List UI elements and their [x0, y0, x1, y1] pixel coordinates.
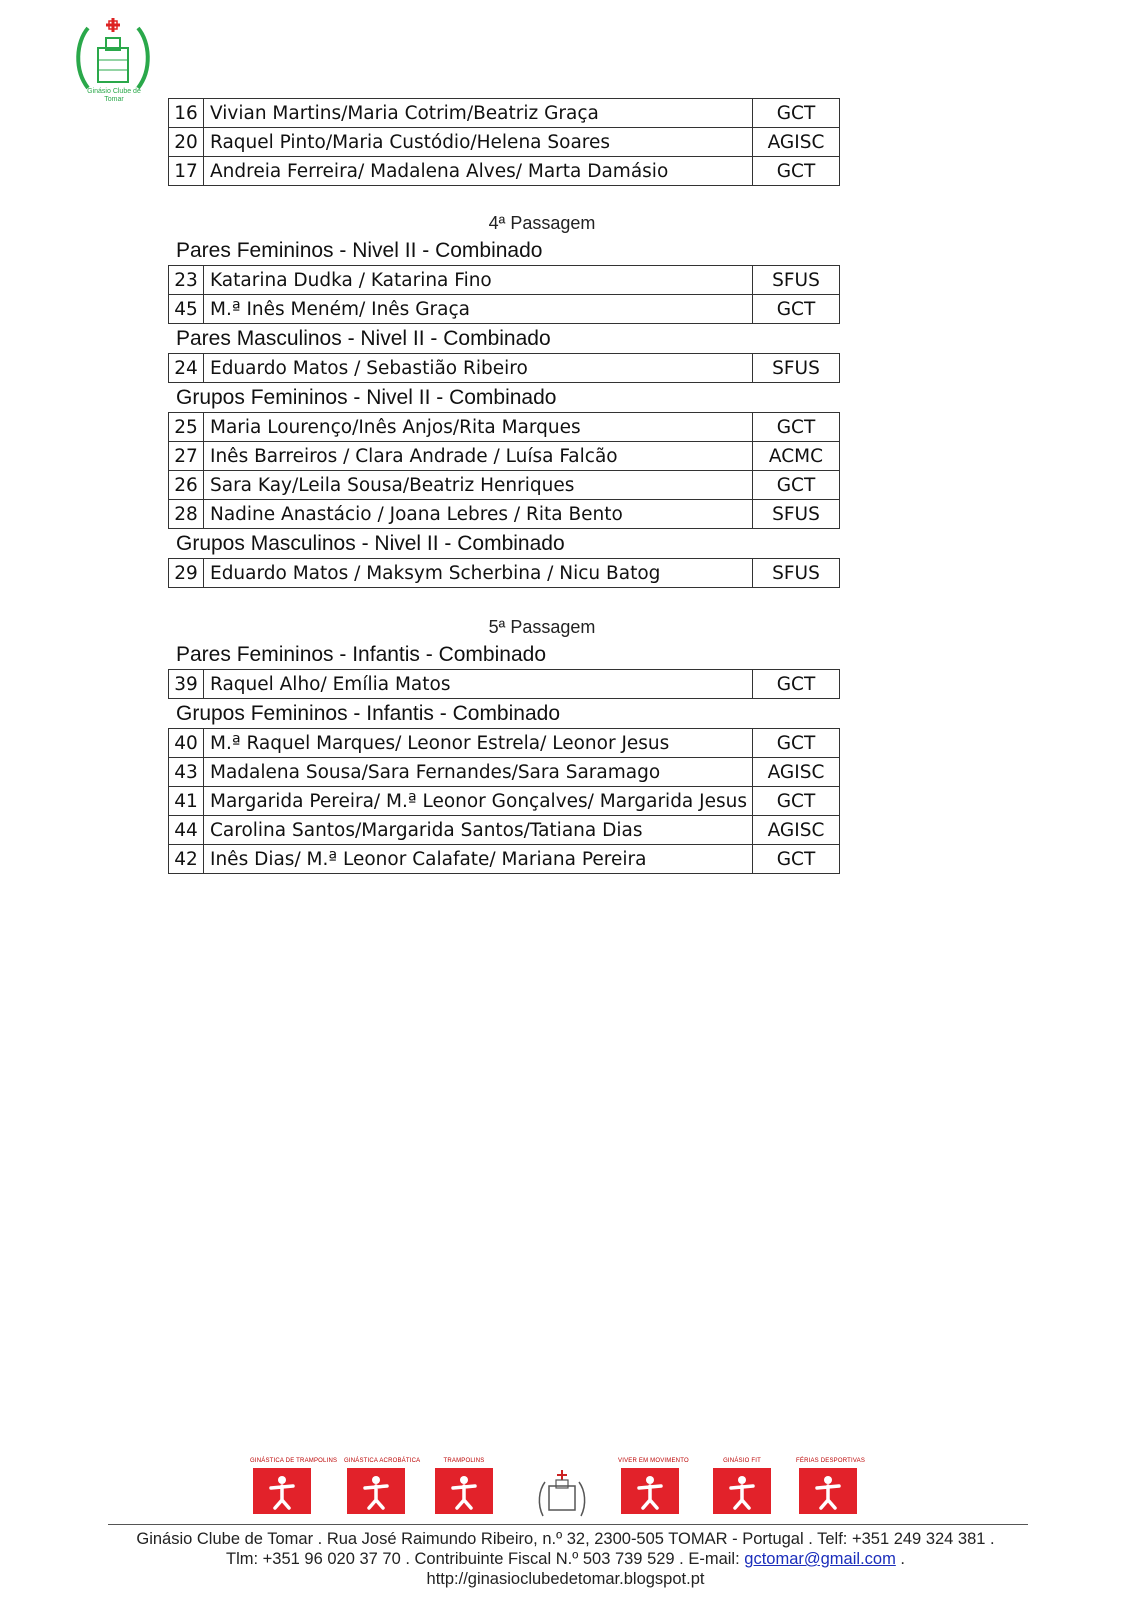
- passage-4-title: 4ª Passagem: [488, 213, 596, 233]
- entry-number: 25: [169, 413, 204, 442]
- entry-club: GCT: [753, 413, 840, 442]
- footer-icon-caption: GINÁSTICA ACROBÁTICA: [344, 1458, 421, 1464]
- entry-names: Raquel Pinto/Maria Custódio/Helena Soares: [204, 128, 753, 157]
- entry-club: SFUS: [753, 266, 840, 295]
- table-row: [169, 128, 840, 157]
- entry-number: 26: [169, 471, 204, 500]
- entry-number: 41: [169, 787, 204, 816]
- entry-names: Eduardo Matos / Sebastião Ribeiro: [204, 354, 753, 383]
- table-row: [169, 845, 840, 874]
- entry-club: AGISC: [753, 758, 840, 787]
- table-row: [169, 157, 840, 186]
- entry-number: 45: [169, 295, 204, 324]
- entry-names: Carolina Santos/Margarida Santos/Tatiana Dias: [204, 816, 753, 845]
- table-row: [169, 413, 840, 442]
- entry-number: 23: [169, 266, 204, 295]
- entry-names: Inês Dias/ M.ª Leonor Calafate/ Mariana Pereira: [204, 845, 753, 874]
- table-row: [169, 442, 840, 471]
- footer-icon-strip: [250, 1456, 880, 1526]
- entry-names: M.ª Inês Meném/ Inês Graça: [204, 295, 753, 324]
- entry-number: 17: [169, 157, 204, 186]
- footer-divider: [108, 1524, 1028, 1525]
- entries-table: [168, 558, 840, 588]
- entry-club: GCT: [753, 471, 840, 500]
- entry-names: Katarina Dudka / Katarina Fino: [204, 266, 753, 295]
- category-title: Grupos Masculinos - Nivel II - Combinado: [176, 532, 565, 555]
- entry-names: Madalena Sousa/Sara Fernandes/Sara Saramago: [204, 758, 753, 787]
- table-row: [169, 99, 840, 128]
- entry-number: 39: [169, 670, 204, 699]
- footer-contact-text: Tlm: +351 96 020 37 70 . Contribuinte Fiscal N.º 503 739 529 . E-mail:: [226, 1550, 745, 1568]
- category-title: Pares Masculinos - Nivel II - Combinado: [176, 327, 551, 350]
- entry-number: 28: [169, 500, 204, 529]
- entry-club: ACMC: [753, 442, 840, 471]
- footer-contact-end: .: [895, 1550, 905, 1568]
- entry-club: AGISC: [753, 128, 840, 157]
- entry-number: 29: [169, 559, 204, 588]
- movement-icon: [621, 1468, 679, 1514]
- entry-number: 44: [169, 816, 204, 845]
- holiday-sports-icon: [799, 1468, 857, 1514]
- entry-names: Margarida Pereira/ M.ª Leonor Gonçalves/ Margarida Jesus: [204, 787, 753, 816]
- passage-5-title: 5ª Passagem: [488, 617, 596, 637]
- document-body: [168, 98, 840, 874]
- entry-names: M.ª Raquel Marques/ Leonor Estrela/ Leonor Jesus: [204, 729, 753, 758]
- entry-number: 42: [169, 845, 204, 874]
- table-row: [169, 758, 840, 787]
- table-row: [169, 354, 840, 383]
- entries-table: [168, 353, 840, 383]
- entry-club: GCT: [753, 670, 840, 699]
- footer-icon-item: [796, 1456, 866, 1514]
- footer-icon-caption: FÉRIAS DESPORTIVAS: [796, 1458, 866, 1464]
- footer-icon-item: [530, 1456, 594, 1514]
- table-row: [169, 670, 840, 699]
- entry-names: Nadine Anastácio / Joana Lebres / Rita Bento: [204, 500, 753, 529]
- entry-number: 20: [169, 128, 204, 157]
- entry-names: Sara Kay/Leila Sousa/Beatriz Henriques: [204, 471, 753, 500]
- category-title: Pares Femininos - Nivel II - Combinado: [176, 239, 543, 262]
- entry-names: Maria Lourenço/Inês Anjos/Rita Marques: [204, 413, 753, 442]
- entry-number: 16: [169, 99, 204, 128]
- entries-table: [168, 669, 840, 699]
- entry-club: SFUS: [753, 354, 840, 383]
- footer-icon-item: [344, 1456, 421, 1514]
- entry-names: Vivian Martins/Maria Cotrim/Beatriz Graça: [204, 99, 753, 128]
- footer-address-line: Ginásio Clube de Tomar . Rua José Raimundo Ribeiro, n.º 32, 2300-505 TOMAR - Portugal . Telf: +351 249 324 381 .: [136, 1530, 995, 1548]
- table-row: [169, 266, 840, 295]
- entry-club: AGISC: [753, 816, 840, 845]
- entry-number: 40: [169, 729, 204, 758]
- entry-club: GCT: [753, 295, 840, 324]
- entry-club: GCT: [753, 787, 840, 816]
- entry-club: SFUS: [753, 500, 840, 529]
- entry-club: GCT: [753, 845, 840, 874]
- table-row: [169, 295, 840, 324]
- entry-number: 24: [169, 354, 204, 383]
- footer-icon-item: [618, 1456, 689, 1514]
- entry-names: Inês Barreiros / Clara Andrade / Luísa Falcão: [204, 442, 753, 471]
- entries-table: [168, 412, 840, 529]
- entries-table: [168, 728, 840, 874]
- top-table: [168, 98, 840, 186]
- footer-icon-caption: VIVER EM MOVIMENTO: [618, 1458, 689, 1464]
- footer-icon-item: [432, 1456, 496, 1514]
- footer-icon-caption: GINÁSIO FIT: [723, 1458, 761, 1464]
- table-row: [169, 816, 840, 845]
- fit-icon: [713, 1468, 771, 1514]
- email-link[interactable]: gctomar@gmail.com: [744, 1550, 896, 1568]
- table-row: [169, 559, 840, 588]
- entry-club: GCT: [753, 729, 840, 758]
- category-title: Grupos Femininos - Infantis - Combinado: [176, 702, 560, 725]
- club-logo: [70, 14, 156, 103]
- table-row: [169, 729, 840, 758]
- acrobatic-icon: [347, 1468, 405, 1514]
- category-title: Grupos Femininos - Nivel II - Combinado: [176, 386, 557, 409]
- table-row: [169, 471, 840, 500]
- table-row: [169, 787, 840, 816]
- logo-text: Ginásio Clube de Tomar: [87, 88, 141, 103]
- entry-club: GCT: [753, 99, 840, 128]
- gymnast-icon: [253, 1468, 311, 1514]
- table-row: [169, 500, 840, 529]
- footer-icon-caption: TRAMPOLINS: [443, 1458, 485, 1464]
- entry-club: SFUS: [753, 559, 840, 588]
- entry-club: GCT: [753, 157, 840, 186]
- entry-names: Raquel Alho/ Emília Matos: [204, 670, 753, 699]
- entry-names: Andreia Ferreira/ Madalena Alves/ Marta Damásio: [204, 157, 753, 186]
- footer-icon-item: [710, 1456, 774, 1514]
- entry-number: 43: [169, 758, 204, 787]
- footer-icon-caption: [530, 1456, 594, 1466]
- club-crest-icon: [533, 1468, 591, 1514]
- entries-table: [168, 265, 840, 324]
- entry-names: Eduardo Matos / Maksym Scherbina / Nicu Batog: [204, 559, 753, 588]
- footer-icon-caption: GINÁSTICA DE TRAMPOLINS: [250, 1458, 338, 1464]
- entry-number: 27: [169, 442, 204, 471]
- footer-icon-item: [250, 1456, 338, 1514]
- trampoline-icon: [435, 1468, 493, 1514]
- footer-contact-line: [0, 1550, 1131, 1569]
- category-title: Pares Femininos - Infantis - Combinado: [176, 643, 546, 666]
- footer-website-link[interactable]: http://ginasioclubedetomar.blogspot.pt: [426, 1570, 705, 1588]
